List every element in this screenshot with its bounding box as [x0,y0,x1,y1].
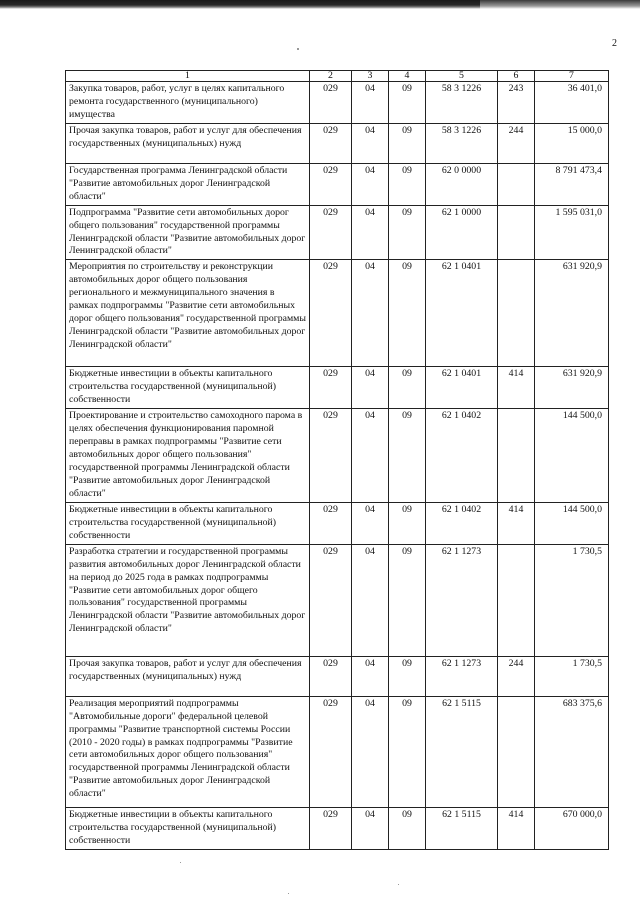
target-article-code: 62 1 0402 [426,503,498,545]
subsection-code: 09 [389,503,426,545]
subsection-code: 09 [389,205,426,260]
budget-table [65,70,609,850]
ministry-code: 029 [310,205,352,260]
section-code: 04 [352,205,389,260]
expense-type-code [498,409,535,503]
amount: 8 791 473,4 [535,163,609,205]
row-name: Бюджетные инвестиции в объекты капитального строительства государственной (муниципальной) собственности [66,807,310,849]
target-article-code: 62 1 0402 [426,409,498,503]
column-header: 6 [498,71,535,82]
expense-type-code: 244 [498,123,535,163]
scan-speck [297,48,299,50]
column-header: 2 [310,71,352,82]
page-number: 2 [612,38,617,49]
target-article-code: 62 0 0000 [426,163,498,205]
ministry-code: 029 [310,503,352,545]
amount: 144 500,0 [535,503,609,545]
row-name: Разработка стратегии и государственной программы развития автомобильных дорог Ленинградской области на период до 2025 года в рамках подпрограммы "Развитие сети автомобильных дорог общего пользования" государственной программы Ленинградской области "Развитие автомобильных дорог Ленинградской области" [66,544,310,656]
section-code: 04 [352,544,389,656]
section-code: 04 [352,260,389,367]
amount: 1 595 031,0 [535,205,609,260]
subsection-code: 09 [389,367,426,409]
section-code: 04 [352,82,389,124]
ministry-code: 029 [310,123,352,163]
row-name: Бюджетные инвестиции в объекты капитального строительства государственной (муниципальной) собственности [66,367,310,409]
section-code: 04 [352,656,389,696]
row-name: Реализация мероприятий подпрограммы "Автомобильные дороги" федеральной целевой программы "Развитие транспортной системы России (2010 - 2020 годы) в рамках подпрограммы "Развитие сети автомобильных дорог общего пользования" государственной программы Ленинградской области "Развитие автомобильных дорог Ленинградской области" [66,696,310,807]
table-row [66,123,609,163]
ministry-code: 029 [310,82,352,124]
amount: 1 730,5 [535,544,609,656]
section-code: 04 [352,503,389,545]
subsection-code: 09 [389,656,426,696]
ministry-code: 029 [310,163,352,205]
table-row [66,503,609,545]
ministry-code: 029 [310,696,352,807]
section-code: 04 [352,163,389,205]
subsection-code: 09 [389,260,426,367]
table-row [66,409,609,503]
column-header: 3 [352,71,389,82]
expense-type-code [498,163,535,205]
row-name: Закупка товаров, работ, услуг в целях капитального ремонта государственного (муниципального) имущества [66,82,310,124]
target-article-code: 62 1 1273 [426,544,498,656]
target-article-code: 62 1 1273 [426,656,498,696]
ministry-code: 029 [310,409,352,503]
amount: 15 000,0 [535,123,609,163]
table-row [66,696,609,807]
expense-type-code: 243 [498,82,535,124]
table-row [66,163,609,205]
target-article-code: 58 3 1226 [426,123,498,163]
expense-type-code: 414 [498,807,535,849]
column-header: 7 [535,71,609,82]
amount: 631 920,9 [535,367,609,409]
expense-type-code [498,696,535,807]
amount: 1 730,5 [535,656,609,696]
row-name: Бюджетные инвестиции в объекты капитального строительства государственной (муниципальной) собственности [66,503,310,545]
subsection-code: 09 [389,807,426,849]
subsection-code: 09 [389,409,426,503]
table-row [66,260,609,367]
row-name: Мероприятия по строительству и реконструкции автомобильных дорог общего пользования регионального и межмуниципального значения в рамках подпрограммы "Развитие сети автомобильных дорог общего пользования" государственной программы Ленинградской области "Развитие автомобильных дорог Ленинградской области" [66,260,310,367]
scan-top-edge [0,0,640,9]
row-name: Подпрограмма "Развитие сети автомобильных дорог общего пользования" государственной программы Ленинградской области "Развитие автомобильных дорог Ленинградской области" [66,205,310,260]
expense-type-code: 414 [498,367,535,409]
ministry-code: 029 [310,367,352,409]
target-article-code: 62 1 0401 [426,260,498,367]
table-row [66,82,609,124]
header-row [66,71,609,82]
section-code: 04 [352,367,389,409]
ministry-code: 029 [310,544,352,656]
amount: 36 401,0 [535,82,609,124]
row-name: Прочая закупка товаров, работ и услуг для обеспечения государственных (муниципальных) нужд [66,656,310,696]
subsection-code: 09 [389,163,426,205]
expense-type-code: 244 [498,656,535,696]
scan-speck [398,884,399,885]
expense-type-code [498,544,535,656]
section-code: 04 [352,409,389,503]
target-article-code: 62 1 0000 [426,205,498,260]
amount: 144 500,0 [535,409,609,503]
row-name: Государственная программа Ленинградской области "Развитие автомобильных дорог Ленинградской области" [66,163,310,205]
column-header: 1 [66,71,310,82]
table-row [66,367,609,409]
target-article-code: 62 1 5115 [426,696,498,807]
scan-speck [180,862,181,863]
scan-speck [288,893,289,894]
column-header: 5 [426,71,498,82]
row-name: Проектирование и строительство самоходного парома в целях обеспечения функционирования паромной переправы в рамках подпрограммы "Развитие сети автомобильных дорог общего пользования" государственной программы Ленинградской области "Развитие автомобильных дорог Ленинградской области" [66,409,310,503]
ministry-code: 029 [310,656,352,696]
subsection-code: 09 [389,696,426,807]
amount: 631 920,9 [535,260,609,367]
subsection-code: 09 [389,544,426,656]
expense-type-code: 414 [498,503,535,545]
ministry-code: 029 [310,807,352,849]
section-code: 04 [352,807,389,849]
table-row [66,656,609,696]
target-article-code: 62 1 5115 [426,807,498,849]
expense-type-code [498,260,535,367]
table-row [66,807,609,849]
amount: 683 375,6 [535,696,609,807]
section-code: 04 [352,123,389,163]
table-row [66,205,609,260]
section-code: 04 [352,696,389,807]
table-row [66,544,609,656]
column-header: 4 [389,71,426,82]
ministry-code: 029 [310,260,352,367]
subsection-code: 09 [389,123,426,163]
row-name: Прочая закупка товаров, работ и услуг для обеспечения государственных (муниципальных) нужд [66,123,310,163]
target-article-code: 62 1 0401 [426,367,498,409]
target-article-code: 58 3 1226 [426,82,498,124]
amount: 670 000,0 [535,807,609,849]
expense-type-code [498,205,535,260]
subsection-code: 09 [389,82,426,124]
